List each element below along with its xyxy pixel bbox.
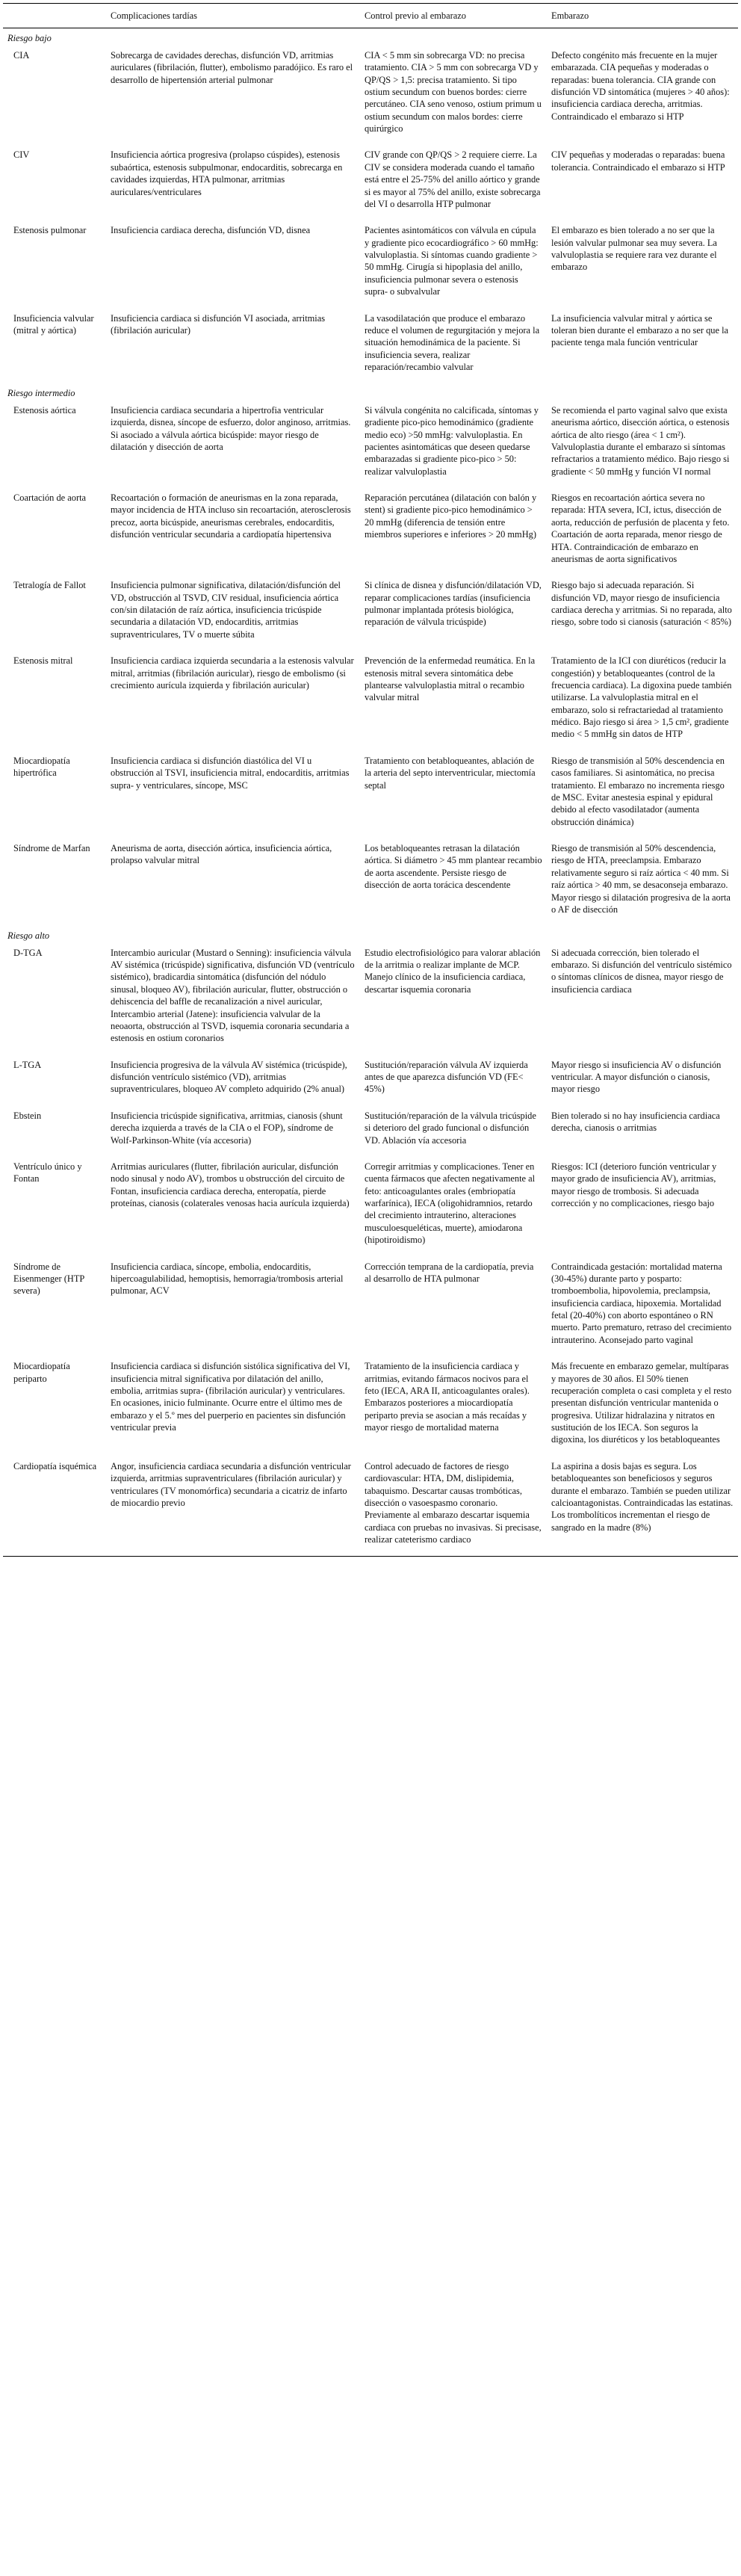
condition-cell: Estenosis mitral bbox=[13, 655, 73, 667]
pre-pregnancy-control-cell: Prevención de la enfermedad reumática. En la estenosis mitral severa sintomática debe plantearse valvuloplastia mitral o recambio valvular mitral bbox=[365, 655, 536, 703]
pregnancy-cell: Riesgo de transmisión al 50% descendencia en casos familiares. Si asintomática, no precisa tratamiento. El embarazo no incrementa riesgo de MSC. Evitar anestesia espinal y epidural debido al efecto vasodilatador (aumenta obstrucción dinámica) bbox=[551, 755, 725, 827]
late-complications-cell: Angor, insuficiencia cardiaca secundaria a disfunción ventricular izquierda, arritmias supraventriculares (fibrilación auricular) y ventriculares (TV monomórfica) secundaria a cicatriz de infarto de miocardio previo bbox=[106, 1457, 360, 1557]
condition-cell: Cardiopatía isquémica bbox=[3, 1457, 106, 1557]
risk-group-label: Riesgo bajo bbox=[7, 33, 52, 44]
pre-pregnancy-control-cell: Sustitución/reparación válvula AV izquierda antes de que aparezca disfunción VD (FE< 45%) bbox=[365, 1059, 528, 1095]
condition-cell: Ventrículo único y Fontan bbox=[13, 1161, 82, 1184]
header-cell-pre-pregnancy-control: Control previo al embarazo bbox=[360, 4, 547, 28]
condition-cell: D-TGA bbox=[13, 947, 43, 958]
condition-cell: Insuficiencia valvular (mitral y aórtica) bbox=[13, 312, 94, 336]
late-complications-cell: Arritmias auriculares (flutter, fibrilación auricular, disfunción nodo sinusal y nodo AV), trombos u obstrucción del circuito de Fontan, insuficiencia cardiaca derecha, enteropatía, pierde proteínas, cianosis (colaterales venosas hacia aurícula izquierda) bbox=[111, 1161, 350, 1208]
table-row bbox=[3, 1356, 738, 1457]
pre-pregnancy-control-cell: Tratamiento con betabloqueantes, ablación de la arteria del septo interventricular, miectomía septal bbox=[365, 755, 536, 791]
pre-pregnancy-control-cell: Control adecuado de factores de riesgo cardiovascular: HTA, DM, dislipidemia, tabaquismo. Descartar causas trombóticas, disección o vasoespasmo coronario. Previamente al embarazo descartar isquemia cardiaca con pruebas no invasivas. Si precisase, realizar cateterismo cardiaco bbox=[360, 1457, 547, 1557]
table-row bbox=[3, 1157, 738, 1257]
table-row bbox=[3, 651, 738, 751]
condition-cell: Estenosis pulmonar bbox=[13, 225, 87, 236]
pregnancy-cell: Contraindicada gestación: mortalidad materna (30-45%) durante parto y posparto: tromboembolia, hipovolemia, preclampsia, insuficiencia cardiaca, hipoxemia. Mortalidad fetal (20-40%) con aborto espontáneo o RN muerto. Parto prematuro, retraso del crecimiento intrauterino. Aconsejado parto vaginal bbox=[551, 1261, 732, 1345]
table-row bbox=[3, 1257, 738, 1357]
pregnancy-cell: Bien tolerado si no hay insuficiencia cardiaca derecha, cianosis o arritmias bbox=[551, 1110, 720, 1134]
condition-cell: Estenosis aórtica bbox=[13, 404, 76, 416]
condition-cell: L-TGA bbox=[13, 1059, 42, 1070]
pre-pregnancy-control-cell: Reparación percutánea (dilatación con balón y stent) si gradiente pico-pico hemodinámico > 20 mmHg (diferencia de tensión entre miembros superiores e inferiores > 20 mmHg) bbox=[365, 492, 537, 540]
table-body bbox=[3, 28, 738, 1557]
pregnancy-cell: La aspirina a dosis bajas es segura. Los betabloqueantes son beneficiosos y seguros durante el embarazo. También se pueden utilizar calcioantagonistas. Contraindicadas las estatinas. Los trombolíticos incrementan el riesgo de sangrado en la madre (8%) bbox=[547, 1457, 738, 1557]
table-row bbox=[3, 751, 738, 838]
condition-cell: Ebstein bbox=[13, 1110, 42, 1121]
pre-pregnancy-control-cell: Tratamiento de la insuficiencia cardiaca y arritmias, evitando fármacos nocivos para el feto (IECA, ARA II, anticoagulantes orales). Embarazos posteriores a miocardiopatía periparto previa se asocian a más recaídas y mayor riesgo de mortalidad materna bbox=[365, 1361, 530, 1433]
risk-group-label: Riesgo alto bbox=[7, 930, 50, 942]
pregnancy-cell: Mayor riesgo si insuficiencia AV o disfunción ventricular. A mayor disfunción o cianosis, mayor riesgo bbox=[551, 1059, 722, 1095]
late-complications-cell: Aneurisma de aorta, disección aórtica, insuficiencia aórtica, prolapso valvular mitral bbox=[111, 843, 332, 866]
table-row bbox=[3, 220, 738, 308]
table-row bbox=[3, 401, 738, 488]
table-row bbox=[3, 309, 738, 384]
late-complications-cell: Insuficiencia progresiva de la válvula AV sistémica (tricúspide), disfunción ventrículo sistémico (VD), arritmias supraventriculares, bloqueo AV completo adquirido (2% anual) bbox=[111, 1059, 347, 1095]
pregnancy-cell: La insuficiencia valvular mitral y aórtica se toleran bien durante el embarazo a no ser que la paciente tenga mala función ventricular bbox=[551, 312, 729, 348]
late-complications-cell: Sobrecarga de cavidades derechas, disfunción VD, arritmias auriculares (fibrilación, flutter), embolismo paradójico. Es raro el desarrollo de hipertensión arterial pulmonar bbox=[111, 49, 353, 85]
header-cell-condition bbox=[3, 4, 106, 28]
late-complications-cell: Insuficiencia cardiaca si disfunción diastólica del VI u obstrucción al TSVI, insuficiencia mitral, endocarditis, arritmias supra- y ventriculares, síncope, MSC bbox=[111, 755, 350, 791]
late-complications-cell: Insuficiencia cardiaca secundaria a hipertrofia ventricular izquierda, disnea, síncope de esfuerzo, dolor anginoso, arritmias. Si asociado a válvula aórtica bicúspide: mayor riesgo de dilatación y disección de aorta bbox=[111, 404, 351, 452]
pregnancy-cell: Si adecuada corrección, bien tolerado el embarazo. Si disfunción del ventrículo sistémico o síntomas clínicos de disnea, mayor riesgo de insuficiencia cardiaca bbox=[551, 947, 732, 995]
pre-pregnancy-control-cell: Sustitución/reparación de la válvula tricúspide si deterioro del grado funcional o disfunción VD. Ablación vía accesoria bbox=[365, 1110, 536, 1146]
pre-pregnancy-control-cell: La vasodilatación que produce el embarazo reduce el volumen de regurgitación y mejora la situación hemodinámica de la paciente. Si insuficiencia severa, realizar reparación/recambio valvular bbox=[365, 312, 540, 372]
pre-pregnancy-control-cell: Si válvula congénita no calcificada, síntomas y gradiente pico-pico hemodinámico (gradiente medio eco) >50 mmHg: valvuloplastia. En pacientes asintomáticas que deseen quedarse embarazadas si gradiente pico-pico > 50: realizar valvuloplastia bbox=[365, 404, 539, 477]
table-row bbox=[3, 145, 738, 220]
late-complications-cell: Insuficiencia tricúspide significativa, arritmias, cianosis (shunt derecha izquierda a través de la CIA o el FOP), síndrome de Wolf-Parkinson-White (vía accesoria) bbox=[111, 1110, 343, 1146]
late-complications-cell: Insuficiencia cardiaca derecha, disfunción VD, disnea bbox=[111, 225, 311, 236]
header-row bbox=[3, 4, 738, 28]
late-complications-cell: Insuficiencia cardiaca, síncope, embolia, endocarditis, hipercoagulabilidad, hemoptisis, hemorragia/trombosis arterial pulmonar, ACV bbox=[111, 1261, 344, 1297]
condition-cell: Síndrome de Marfan bbox=[13, 843, 90, 853]
pre-pregnancy-control-cell: CIV grande con QP/QS > 2 requiere cierre. La CIV se considera moderada cuando el tamaño está entre el 25-75% del anillo aórtico y grande si es mayor al 75% del anillo, existe sobrecarga del VI o desarrolla HTP pulmonar bbox=[365, 149, 541, 209]
late-complications-cell: Insuficiencia aórtica progresiva (prolapso cúspides), estenosis subaórtica, estenosis subpulmonar, endocarditis, sobrecarga en cavidades izquierdas, HTA pulmonar, arritmias auriculares/ventriculares bbox=[111, 149, 343, 197]
pre-pregnancy-control-cell: Corregir arritmias y complicaciones. Tener en cuenta fármacos que afecten negativamente al feto: anticoagulantes orales (embriopatía warfarínica), IECA (oligohidramnios, retardo del crecimiento intrauterino, alteraciones musculoesqueléticas, muerte), amiodarona (hipotiroidismo) bbox=[365, 1161, 536, 1246]
condition-cell: CIA bbox=[13, 49, 30, 61]
risk-group-row bbox=[3, 926, 738, 942]
header-cell-pregnancy: Embarazo bbox=[547, 4, 738, 28]
table-row bbox=[3, 1106, 738, 1157]
header-cell-late-complications: Complicaciones tardías bbox=[106, 4, 360, 28]
table-header bbox=[3, 4, 738, 28]
pregnancy-cell: Defecto congénito más frecuente en la mujer embarazada. CIA pequeñas y moderadas o reparadas: buena tolerancia. CIA grande con disfunción VD sintomática (mujeres > 40 años): insuficiencia cardiaca derecha, arritmias. Contraindicado el embarazo si HTP bbox=[551, 49, 730, 122]
late-complications-cell: Insuficiencia cardiaca si disfunción VI asociada, arritmias (fibrilación auricular) bbox=[111, 312, 326, 336]
pre-pregnancy-control-cell: Pacientes asintomáticos con válvula en cúpula y gradiente pico ecocardiográfico > 60 mmHg: valvuloplastia. Si síntomas cuando gradiente > 50 mmHg. Cirugía si hipoplasia del anillo, insuficiencia pulmonar severa o estenosis supra- o subvalvular bbox=[365, 225, 539, 297]
risk-group-row bbox=[3, 383, 738, 400]
pregnancy-cell: CIV pequeñas y moderadas o reparadas: buena tolerancia. Contraindicado el embarazo si HTP bbox=[551, 149, 725, 173]
pregnancy-cell: Riesgos en recoartación aórtica severa no reparada: HTA severa, ICI, ictus, disección de aorta, reducción de perfusión de placenta y feto. Coartación de aorta reparada, menor riesgo de HTA. Contraindicación de embarazo en aneurismas de aorta significativos bbox=[551, 492, 730, 564]
pregnancy-cell: El embarazo es bien tolerado a no ser que la lesión valvular pulmonar sea muy severa. La valvuloplastia se requiere rara vez durante el embarazo bbox=[551, 225, 717, 273]
pre-pregnancy-control-cell: Los betabloqueantes retrasan la dilatación aórtica. Si diámetro > 45 mm plantear recambio de aorta ascendente. Persiste riesgo de disección de aorta torácica descendente bbox=[365, 843, 542, 891]
late-complications-cell: Insuficiencia cardiaca si disfunción sistólica significativa del VI, insuficiencia mitral significativa por dilatación del anillo, embolia, arritmias supra- (fibrilación auricular) y ventriculares. En ocasiones, inicio fulminante. Ocurre entre el último mes de embarazo y el 5.º mes del puerperio en pacientes sin disfunción ventricular previa bbox=[111, 1361, 350, 1433]
pregnancy-cell: Más frecuente en embarazo gemelar, multíparas y mayores de 30 años. El 50% tienen recuperación completa o casi completa y el resto presentan disfunción ventricular mantenida o progresiva. Utilizar hidralazina y nitratos en sustitución de los IECA. Son seguros la digoxina, los diuréticos y los betabloqueantes bbox=[551, 1361, 732, 1445]
pregnancy-cell: Riesgos: ICI (deterioro función ventricular y mayor grado de insuficiencia AV), arritmias, mayor riesgo de trombosis. Si adecuada corrección y no complicaciones, riesgo bajo bbox=[551, 1161, 717, 1208]
late-complications-cell: Recoartación o formación de aneurismas en la zona reparada, mayor incidencia de HTA incluso sin recoartación, aterosclerosis precoz, aorta bicúspide, aneurismas cerebrales, endocarditis, disfunción ventricular secundaria a cardiopatía hipertensiva bbox=[111, 492, 351, 540]
condition-cell: Síndrome de Eisenmenger (HTP severa) bbox=[13, 1261, 84, 1297]
late-complications-cell: Intercambio auricular (Mustard o Senning): insuficiencia válvula AV sistémica (tricúspide) significativa, disfunción VD (ventrículo sistémico), bradicardia sintomática (disfunción del nódulo sinusal, bloqueo AV), fibrilación auricular, flutter, obstrucción o dehiscencia del baffle de recanalización a nivel auricular, Intercambio arterial (Jatene): insuficiencia valvular de la neoaorta, obstrucción al TSVD, isquemia coronaria secundaria a estenosis en ostium coronarios bbox=[111, 947, 355, 1044]
cardiopathy-pregnancy-table bbox=[3, 3, 738, 1557]
table-row bbox=[3, 1457, 738, 1557]
pregnancy-cell: Se recomienda el parto vaginal salvo que exista aneurisma aórtico, disección aórtica, o estenosis aórtica de alto riesgo (área < 1 cm²). Valvuloplastia durante el embarazo si síntomas refractarios a tratamiento médico. Bajo riesgo si gradiente < 50 mmHg y función VI normal bbox=[551, 404, 730, 477]
late-complications-cell: Insuficiencia cardiaca izquierda secundaria a la estenosis valvular mitral, arritmias (fibrilación auricular), riesgo de embolismo (si crecimiento aurícula izquierda y fibrilación auricular) bbox=[111, 655, 354, 691]
condition-cell: Tetralogía de Fallot bbox=[13, 580, 86, 591]
table-row bbox=[3, 488, 738, 575]
pre-pregnancy-control-cell: Estudio electrofisiológico para valorar ablación de la arritmia o realizar implante de MCP. Manejo clínico de la insuficiencia cardiaca, descartar isquemia coronaria bbox=[365, 947, 541, 995]
pregnancy-cell: Tratamiento de la ICI con diuréticos (reducir la congestión) y betabloqueantes (control de la frecuencia cardiaca). La digoxina puede también utilizarse. La valvuloplastia mitral en el embarazo, solo si refractariedad al tratamiento médico. Bajo riesgo si área > 1,5 cm², gradiente medio < 5 mmHg sin datos de HTP bbox=[551, 655, 732, 740]
table-row bbox=[3, 838, 738, 926]
pregnancy-cell: Riesgo de transmisión al 50% descendencia, riesgo de HTA, preeclampsia. Embarazo relativamente seguro si raíz aórtica < 40 mm. Si raíz aórtica > 40 mm, se desaconseja embarazo. Mayor riesgo si dilatación progresiva de la aorta o AF de disección bbox=[551, 843, 731, 915]
pre-pregnancy-control-cell: CIA < 5 mm sin sobrecarga VD: no precisa tratamiento. CIA > 5 mm con sobrecarga VD y QP/QS > 1,5: precisa tratamiento. Si tipo ostium secundum con buenos bordes: cierre percutáneo. CIA seno venoso, ostium primum u ostium secundum con malos bordes: cierre quirúrgico bbox=[365, 49, 542, 134]
table-row bbox=[3, 575, 738, 651]
condition-cell: CIV bbox=[13, 149, 30, 161]
table-row bbox=[3, 1055, 738, 1106]
condition-cell: Coartación de aorta bbox=[13, 492, 87, 503]
table-row bbox=[3, 943, 738, 1055]
late-complications-cell: Insuficiencia pulmonar significativa, dilatación/disfunción del VD, obstrucción al TSVD, CIV residual, insuficiencia aórtica con/sin dilatación de raíz aórtica, insuficiencia tricúspide secundaria a dilatación VD, endocarditis, arritmias supraventriculares, TV o muerte súbita bbox=[111, 580, 341, 640]
condition-cell: Miocardiopatía periparto bbox=[13, 1361, 70, 1384]
risk-group-row bbox=[3, 28, 738, 46]
condition-cell: Miocardiopatía hipertrófica bbox=[13, 755, 70, 779]
pre-pregnancy-control-cell: Si clínica de disnea y disfunción/dilatación VD, reparar complicaciones tardías (insuficiencia pulmonar implantada prótesis biológica, reparación de válvula tricúspide) bbox=[365, 580, 542, 628]
pregnancy-cell: Riesgo bajo si adecuada reparación. Si disfunción VD, mayor riesgo de insuficiencia cardiaca derecha y arritmias. Si no reparada, alto riesgo, sobre todo si cianosis (saturación < 85%) bbox=[551, 580, 732, 628]
risk-group-label: Riesgo intermedio bbox=[7, 388, 75, 399]
table-row bbox=[3, 46, 738, 146]
pre-pregnancy-control-cell: Corrección temprana de la cardiopatía, previa al desarrollo de HTA pulmonar bbox=[365, 1261, 534, 1284]
